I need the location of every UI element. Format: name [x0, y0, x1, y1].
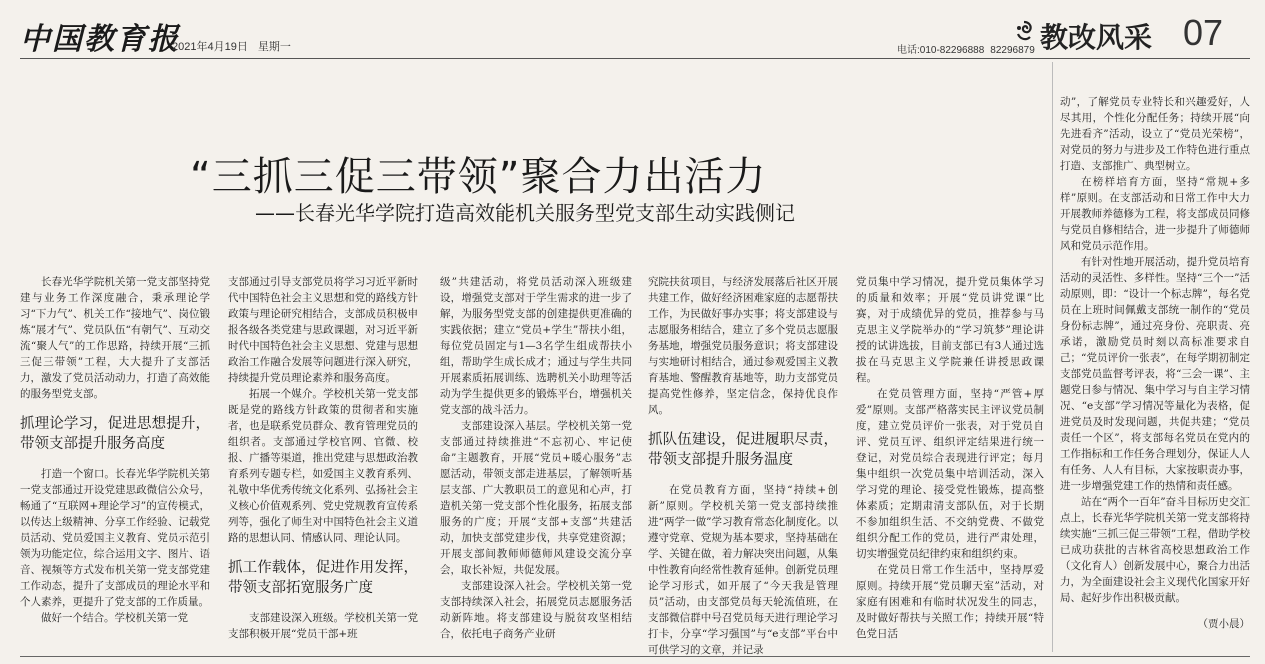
- paragraph: 究院扶贫项目，与经济发展落后社区开展共建工作，做好经济困难家庭的志愿帮扶工作，为民做好事办实事；将支部建设与志愿服务相结合，建立了多个党员志愿服务基地，增强党员服务意识；将支部建设与实地研讨相结合，通过参观爱国主义教育基地、警醒教育基地等，助力支部党员提高党性修养，坚定信念，保持优良作风。: [648, 276, 838, 416]
- paragraph: 有针对性地开展活动，提升党员培育活动的灵活性、多样性。坚持“三个一”活动原则，即：“设计一个标志牌”，每名党员在上班时间佩戴支部统一制作的“党员身份标志牌”，通过亮身份、亮职责、亮承诺，激励党员时刻以高标准要求自己；“党员评价一张表”，在每学期初制定支部党员监督考评表，将“三会一课”、主题党日参与情况、集中学习与自主学习情况、“e支部”学习情况等量化为表格，促进党员及时发现问题，共促共建；“党员责任一个区”，将支部每名党员在党内的工作指标和工作任务合理划分，保证人人有任务、人人有目标，大家按职责办事，进一步增强党建工作的热情和责任感。: [1060, 256, 1250, 492]
- contact-phone: [897, 41, 1035, 56]
- section-swirl-icon: [1013, 20, 1035, 42]
- footer-rule: [20, 656, 1250, 657]
- newspaper-logo: 中国教育报: [20, 22, 180, 57]
- paragraph: 拓展一个媒介。学校机关第一党支部既是党的路线方针政策的贯彻者和实施者，也是联系党员群众、教育管理党员的组织者。支部通过学校官网、官微、校报、广播等渠道，推出党建与思想政治教育系列专题专栏，如爱国主义教育系列、礼敬中华优秀传统文化系列、弘扬社会主义核心价值观系列、党史党规教育宣传系列等，强化了师生对中国特色社会主义道路的思想认同、情感认同、理论认同。: [228, 388, 418, 544]
- date-text: 2021年4月19日: [172, 41, 248, 53]
- paragraph: 动”，了解党员专业特长和兴趣爱好，人尽其用，个性化分配任务；持续开展“向先进看齐”活动，设立了“党员光荣榜”，对党员的努力与进步及工作特色进行重点打造、支部推广、典型树立。: [1060, 96, 1250, 172]
- article-column-6: [1060, 94, 1250, 654]
- paragraph: 站在“两个一百年”奋斗目标历史交汇点上，长春光华学院机关第一党支部将持续实施“三抓三促三带领”工程，借助学校已成功获批的吉林省高校思想政治工作（文化育人）创新发展中心，聚合力出活力，为全面建设社会主义现代化国家开好局、起好步作出积极贡献。: [1060, 496, 1250, 604]
- article-column-1: [20, 274, 210, 648]
- header-rule-right: [1060, 58, 1250, 59]
- article-subhead: ——长春光华学院打造高效能机关服务型党支部生动实践侧记: [255, 201, 795, 225]
- paragraph: 党员集中学习情况，提升党员集体学习的质量和效率；开展“党员讲党课”比赛，对于成绩优异的党员，推荐参与马克思主义学院举办的“学习筑梦”理论讲授的试讲选拔，目前支部已有3人通过选拔在马克思主义学院兼任讲授思政课程。: [856, 276, 1044, 384]
- paragraph: 支部建设深入社会。学校机关第一党支部持续深入社会，拓展党员志愿服务活动新阵地。将支部建设与脱贫攻坚相结合，依托电子商务产业研: [440, 580, 632, 640]
- column-divider: [1052, 62, 1053, 652]
- paragraph: 做好一个结合。学校机关第一党: [41, 612, 188, 624]
- paragraph: 在党员教育方面，坚持“持续+创新”原则。学校机关第一党支部持续推进“两学一做”学习教育常态化制度化。以遵守党章、党规为基本要求，坚持基础在学、关键在做，着力解决突出问题，从集中性教育向经常性教育延伸。创新党员理论学习形式，如开展了“今天我是管理员”活动，由支部党员每天轮流值班，在支部微信群中号召党员每天进行理论学习打卡，分享“学习强国”与“e支部”平台中可供学习的文章，并记录: [648, 484, 838, 656]
- paragraph: 支部建设深入基层。学校机关第一党支部通过持续推进“不忘初心、牢记使命”主题教育，开展“党员+暖心服务”志愿活动，带领支部走进基层，了解领听基层支部、广大教职员工的意见和心声，打造机关第一党支部个性化服务，拓展支部服务的广度；开展“支部+支部”共建活动，加快支部党建步伐，共享党建资源；开展支部间教师师德师风建设交流分享会，取长补短，共促发展。: [440, 420, 632, 576]
- article-column-5: [856, 274, 1044, 648]
- page-number: 07: [1183, 12, 1224, 53]
- article-column-4: [648, 274, 838, 656]
- section-heading: 抓队伍建设，促进履职尽责，带领支部提升服务温度: [648, 432, 838, 468]
- phone-alt: 82296879: [990, 45, 1035, 56]
- paragraph: 级”共建活动，将党员活动深入班级建设，增强党支部对于学生需求的进一步了解，为服务型党支部的创建提供更准确的实践依据；建立“党员+学生”帮扶小组，每位党员固定与1—3名学生组成帮扶小组，帮助学生成长成才；通过与学生共同开展素质拓展训练、选聘机关小助理等活动为学生提供更多的锻炼平台，增强机关党支部的战斗活力。: [440, 276, 632, 416]
- section-heading: 抓理论学习，促进思想提升，带领支部提升服务高度: [20, 416, 210, 452]
- paragraph: 长春光华学院机关第一党支部坚持党建与业务工作深度融合，秉承理论学习“下力气”、机关工作“接地气”、岗位锻炼“展才气”、党员队伍“有朝气”、互动交流“聚人气”的工作思路，持续开展“三抓三促三带领”工程，大大提升了支部活力，激发了党员活动动力，打造了高效能的服务型党支部。: [20, 276, 210, 400]
- article-column-2: [228, 274, 418, 648]
- paragraph: 在党员管理方面，坚持“严管+厚爱”原则。支部严格落实民主评议党员制度，建立党员评价一张表，对于党员自评、党员互评、组织评定结果进行统一登记，对党员综合表现进行评定；每月集中组织一次党员集中培训活动，深入学习党的理论、接受党性锻炼，提高整体素质；定期肃清支部队伍，对于长期不参加组织生活、不交纳党费、不做党组织分配工作的党员，进行严肃处理，切实增强党员纪律约束和组织约束。: [856, 388, 1044, 560]
- paragraph: 在榜样培育方面，坚持“常规+多样”原则。在支部活动和日常工作中大力开展教师养德修为工程，将支部成员同修与党员自修相结合，进一步提升了师德师风和党员示范作用。: [1060, 176, 1250, 252]
- header-rule: [20, 58, 1068, 59]
- phone-label: 电话:010-82296888: [897, 45, 985, 56]
- paragraph: 在党员日常工作生活中，坚持厚爱原则。持续开展“党员聊天室”活动，对家庭有困难和有临时状况发生的同志，及时做好帮扶与关照工作；持续开展“特色党日活: [856, 564, 1044, 640]
- section-title: 教改风采: [1040, 21, 1153, 54]
- article-column-3: [440, 274, 632, 648]
- author-byline: （贾小晨）: [1197, 618, 1250, 630]
- section-heading: 抓工作载体，促进作用发挥，带领支部拓宽服务广度: [228, 560, 418, 596]
- paragraph: 支部通过引导支部党员将学习习近平新时代中国特色社会主义思想和党的路线方针政策与理论研究相结合，支部成员积极申报各级各类党建与思政课题，对习近平新时代中国特色社会主义思想、党建与思想政治工作融合发展等问题进行深入研究，持续提升党员理论素养和服务高度。: [228, 276, 418, 384]
- masthead: [0, 0, 1265, 62]
- weekday-text: 星期一: [257, 41, 291, 53]
- article-headline: “三抓三促三带领”聚合力出活力: [190, 153, 767, 200]
- paragraph: 打造一个窗口。长春光华学院机关第一党支部通过开设党建思政微信公众号，畅通了“互联网+理论学习”的宣传模式，以传达上级精神、分享工作经验、记载党员活动、党员爱国主义教育、党员示范引领为功能定位，综合运用文字、图片、语音、视频等方式发布机关第一党支部党建工作动态，提升了支部成员的理论水平和个人素养，更提升了党支部的工作质量。: [20, 468, 210, 608]
- paragraph: 支部建设深入班级。学校机关第一党支部积极开展“党员干部+班: [228, 612, 418, 640]
- issue-date: [172, 38, 291, 54]
